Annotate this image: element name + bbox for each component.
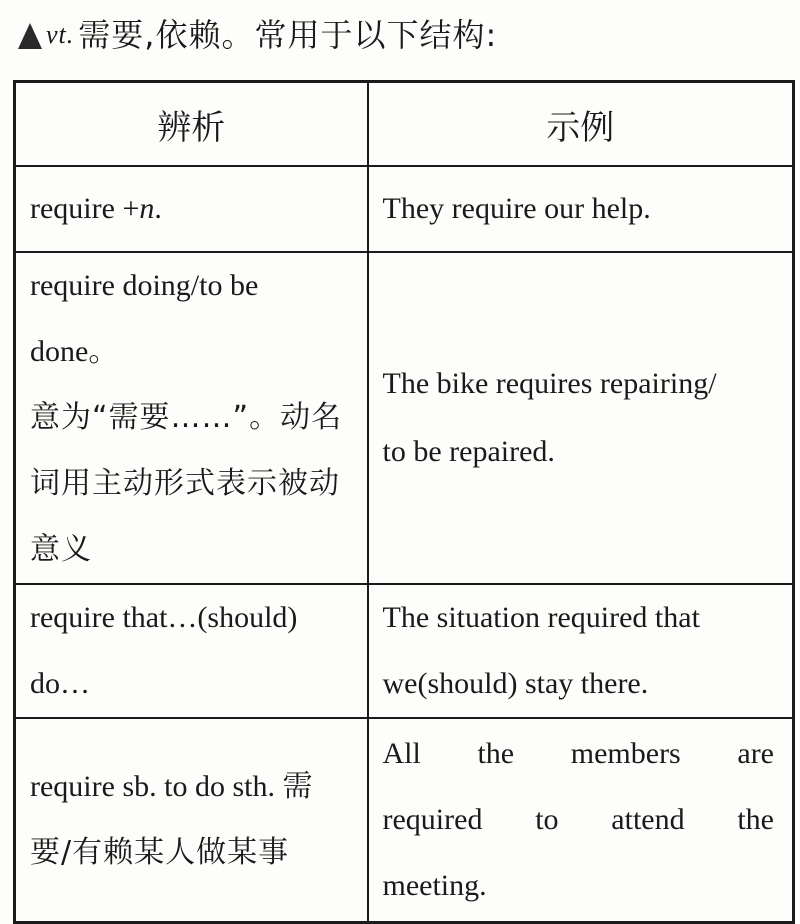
table-row — [15, 252, 794, 584]
column-header-analysis: 辨析 — [15, 82, 368, 167]
analysis-cell — [15, 584, 368, 718]
example-line: to be repaired. — [382, 435, 555, 468]
analysis-line: 要/有赖某人做某事 — [30, 835, 290, 870]
example-line: we(should) stay there. — [382, 667, 649, 700]
example-cell — [368, 166, 794, 252]
part-of-speech: vt. — [46, 20, 75, 49]
table-header-row — [15, 82, 794, 167]
table-row — [15, 718, 794, 923]
analysis-cell — [15, 252, 368, 584]
analysis-line: 词用主动形式表示被动 — [30, 466, 340, 501]
analysis-line: require doing/to be done。 — [30, 269, 259, 368]
analysis-line: require sb. to do sth. 需 — [30, 770, 313, 803]
triangle-marker-icon — [18, 23, 42, 49]
table-row — [15, 166, 794, 252]
example-line: meeting. — [382, 869, 487, 902]
example-line: They require our help. — [382, 192, 651, 225]
table-row — [15, 584, 794, 718]
example-cell — [368, 252, 794, 584]
analysis-cell — [15, 166, 368, 252]
pattern-suffix: . — [154, 192, 162, 225]
example-line: The bike requires repairing/ — [382, 367, 717, 400]
analysis-line: require that…(should) — [30, 601, 298, 634]
column-header-example: 示例 — [368, 82, 794, 167]
example-cell — [368, 718, 794, 923]
section-heading — [18, 12, 497, 58]
usage-table — [13, 80, 795, 924]
pattern-text: require + — [30, 192, 140, 225]
example-line: The situation required that — [382, 601, 700, 634]
analysis-line: do… — [30, 667, 90, 700]
heading-text: 需要,依赖。常用于以下结构: — [78, 16, 498, 54]
example-line: required to attend the — [382, 803, 774, 836]
pattern-italic: n — [139, 192, 155, 225]
example-line: All the members are — [382, 737, 774, 770]
analysis-line: 意义 — [30, 532, 92, 567]
example-cell — [368, 584, 794, 718]
analysis-line: 意为“需要……”。动名 — [30, 400, 343, 435]
analysis-cell — [15, 718, 368, 923]
